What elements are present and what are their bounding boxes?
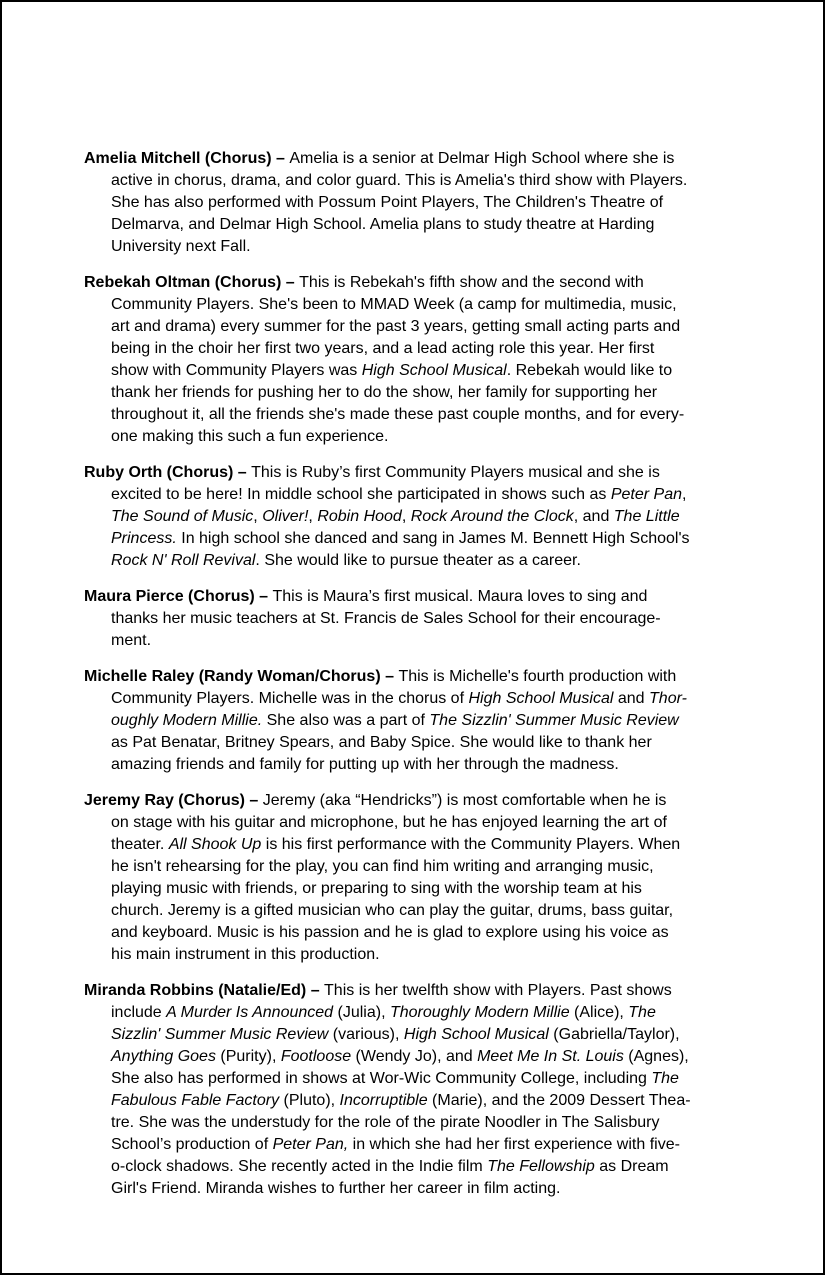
bio-text: throughout it, all the friends she's made these past couple months, and for every- bbox=[111, 406, 685, 423]
show-title: Peter Pan, bbox=[272, 1136, 349, 1153]
bio-line bbox=[84, 834, 767, 856]
bio-name-role: Miranda Robbins (Natalie/Ed) – bbox=[84, 982, 325, 999]
bio-text: he isn't rehearsing for the play, you can find him writing and arranging music, bbox=[111, 858, 654, 875]
bio-text: excited to be here! In middle school she participated in shows such as bbox=[111, 486, 611, 503]
show-title: Robin Hood bbox=[317, 508, 402, 525]
bio-text: (various), bbox=[328, 1026, 404, 1043]
bio-line bbox=[84, 812, 767, 834]
bio-paragraph bbox=[84, 272, 767, 448]
bio-text: thank her friends for pushing her to do the show, her family for supporting her bbox=[111, 384, 658, 401]
bio-line bbox=[84, 550, 767, 572]
bio-line bbox=[84, 856, 767, 878]
bio-text: (Agnes), bbox=[623, 1048, 689, 1065]
show-title: Footloose bbox=[280, 1048, 352, 1065]
show-title: The bbox=[651, 1070, 679, 1087]
bio-text: (Gabriella/Taylor), bbox=[548, 1026, 680, 1043]
bio-text: Jeremy (aka “Hendricks”) is most comfortable when he is bbox=[262, 792, 667, 809]
bio-text: , bbox=[682, 486, 687, 503]
bio-text: (Purity), bbox=[215, 1048, 281, 1065]
bio-text: (Julia), bbox=[333, 1004, 390, 1021]
bio-text: as Pat Benatar, Britney Spears, and Baby Spice. She would like to thank her bbox=[111, 734, 652, 751]
bio-text: Amelia is a senior at Delmar High School where she is bbox=[289, 150, 675, 167]
bio-line bbox=[84, 1002, 767, 1024]
bio-text: and keyboard. Music is his passion and he is glad to explore using his voice as bbox=[111, 924, 669, 941]
bio-text: , bbox=[253, 508, 263, 525]
show-title: Meet Me In St. Louis bbox=[477, 1048, 624, 1065]
bio-text: This is Ruby’s first Community Players musical and she is bbox=[251, 464, 660, 481]
show-title: The Sizzlin' Summer Music Review bbox=[429, 712, 679, 729]
bio-line bbox=[84, 922, 767, 944]
bio-text: This is Michelle's fourth production with bbox=[398, 668, 677, 685]
bio-line bbox=[84, 608, 767, 630]
bio-text: and bbox=[613, 690, 650, 707]
bio-text: ment. bbox=[111, 632, 152, 649]
show-title: High School Musical bbox=[403, 1026, 549, 1043]
bio-name-role: Amelia Mitchell (Chorus) – bbox=[84, 150, 290, 167]
bio-paragraph bbox=[84, 148, 767, 258]
bio-text: tre. She was the understudy for the role of the pirate Noodler in The Salisbury bbox=[111, 1114, 660, 1131]
bio-text: theater. bbox=[111, 836, 169, 853]
bio-text: active in chorus, drama, and color guard. This is Amelia's third show with Players. bbox=[111, 172, 688, 189]
bio-name-role: Maura Pierce (Chorus) – bbox=[84, 588, 273, 605]
bio-text: Community Players. She's been to MMAD Week (a camp for multimedia, music, bbox=[111, 296, 677, 313]
bio-line bbox=[84, 148, 767, 170]
bio-line bbox=[84, 1112, 767, 1134]
bio-paragraph bbox=[84, 980, 767, 1200]
bio-line bbox=[84, 688, 767, 710]
bio-line bbox=[84, 666, 767, 688]
bio-text: amazing friends and family for putting up with her through the madness. bbox=[111, 756, 619, 773]
bio-line bbox=[84, 1134, 767, 1156]
bio-text: art and drama) every summer for the past 3 years, getting small acting parts and bbox=[111, 318, 681, 335]
bio-text: (Marie), and the 2009 Dessert Thea- bbox=[427, 1092, 691, 1109]
bio-name-role: Jeremy Ray (Chorus) – bbox=[84, 792, 263, 809]
show-title: A Murder Is Announced bbox=[166, 1004, 334, 1021]
bio-line bbox=[84, 360, 767, 382]
bio-line bbox=[84, 462, 767, 484]
bio-line bbox=[84, 404, 767, 426]
show-title: Anything Goes bbox=[111, 1048, 216, 1065]
show-title: High School Musical bbox=[361, 362, 507, 379]
bio-text: University next Fall. bbox=[111, 238, 251, 255]
bio-list bbox=[2, 2, 823, 1200]
bio-line bbox=[84, 732, 767, 754]
bio-name-role: Rebekah Oltman (Chorus) – bbox=[84, 274, 300, 291]
bio-text: She also was a part of bbox=[262, 712, 430, 729]
show-title: oughly Modern Millie. bbox=[111, 712, 263, 729]
bio-line bbox=[84, 1090, 767, 1112]
show-title: High School Musical bbox=[468, 690, 614, 707]
bio-name-role: Ruby Orth (Chorus) – bbox=[84, 464, 252, 481]
bio-text: , bbox=[401, 508, 411, 525]
show-title: The Fellowship bbox=[487, 1158, 595, 1175]
bio-text: , bbox=[308, 508, 318, 525]
bio-text: in which she had her first experience with five- bbox=[348, 1136, 680, 1153]
bio-line bbox=[84, 1156, 767, 1178]
bio-text: Delmarva, and Delmar High School. Amelia plans to study theatre at Harding bbox=[111, 216, 655, 233]
show-title: The bbox=[628, 1004, 656, 1021]
bio-text: School’s production of bbox=[111, 1136, 273, 1153]
bio-line bbox=[84, 272, 767, 294]
show-title: Incorruptible bbox=[339, 1092, 428, 1109]
bio-text: thanks her music teachers at St. Francis de Sales School for their encourage- bbox=[111, 610, 661, 627]
bio-line bbox=[84, 900, 767, 922]
show-title: Princess. bbox=[111, 530, 177, 547]
bio-line bbox=[84, 316, 767, 338]
bio-line bbox=[84, 382, 767, 404]
bio-text: as Dream bbox=[594, 1158, 669, 1175]
bio-text: . She would like to pursue theater as a career. bbox=[255, 552, 581, 569]
show-title: Rock Around the Clock bbox=[410, 508, 574, 525]
bio-line bbox=[84, 1024, 767, 1046]
show-title: Thor- bbox=[649, 690, 687, 707]
show-title: The Little bbox=[613, 508, 680, 525]
bio-paragraph bbox=[84, 790, 767, 966]
bio-line bbox=[84, 1046, 767, 1068]
show-title: Peter Pan bbox=[610, 486, 682, 503]
bio-paragraph bbox=[84, 666, 767, 776]
bio-line bbox=[84, 484, 767, 506]
bio-text: on stage with his guitar and microphone, but he has enjoyed learning the art of bbox=[111, 814, 667, 831]
bio-text: In high school she danced and sang in James M. Bennett High School's bbox=[176, 530, 690, 547]
bio-line bbox=[84, 630, 767, 652]
bio-line bbox=[84, 878, 767, 900]
show-title: The Sound of Music bbox=[111, 508, 254, 525]
bio-text: (Wendy Jo), and bbox=[351, 1048, 478, 1065]
bio-text: his main instrument in this production. bbox=[111, 946, 380, 963]
bio-paragraph bbox=[84, 462, 767, 572]
bio-line bbox=[84, 980, 767, 1002]
bio-text: Community Players. Michelle was in the chorus of bbox=[111, 690, 469, 707]
bio-text: Girl's Friend. Miranda wishes to further her career in film acting. bbox=[111, 1180, 561, 1197]
bio-line bbox=[84, 214, 767, 236]
bio-paragraph bbox=[84, 586, 767, 652]
bio-line bbox=[84, 790, 767, 812]
bio-text: church. Jeremy is a gifted musician who can play the guitar, drums, bass guitar, bbox=[111, 902, 674, 919]
bio-line bbox=[84, 710, 767, 732]
bio-line bbox=[84, 192, 767, 214]
show-title: Sizzlin' Summer Music Review bbox=[111, 1026, 329, 1043]
bio-text: She also has performed in shows at Wor-Wic Community College, including bbox=[111, 1070, 652, 1087]
bio-text: o-clock shadows. She recently acted in the Indie film bbox=[111, 1158, 488, 1175]
bio-text: (Alice), bbox=[569, 1004, 629, 1021]
bio-text: She has also performed with Possum Point Players, The Children's Theatre of bbox=[111, 194, 664, 211]
bio-line bbox=[84, 528, 767, 550]
show-title: Rock N' Roll Revival bbox=[111, 552, 256, 569]
bio-line bbox=[84, 754, 767, 776]
bio-line bbox=[84, 338, 767, 360]
bio-line bbox=[84, 426, 767, 448]
bio-text: . Rebekah would like to bbox=[506, 362, 673, 379]
bio-text: one making this such a fun experience. bbox=[111, 428, 389, 445]
show-title: Thoroughly Modern Millie bbox=[389, 1004, 570, 1021]
bio-text: This is Rebekah's fifth show and the second with bbox=[299, 274, 644, 291]
bio-line bbox=[84, 236, 767, 258]
bio-text: This is her twelfth show with Players. Past shows bbox=[324, 982, 672, 999]
bio-text: (Pluto), bbox=[279, 1092, 340, 1109]
bio-text: include bbox=[111, 1004, 167, 1021]
bio-text: being in the choir her first two years, and a lead acting role this year. Her first bbox=[111, 340, 655, 357]
show-title: All Shook Up bbox=[168, 836, 262, 853]
bio-name-role: Michelle Raley (Randy Woman/Chorus) – bbox=[84, 668, 399, 685]
bio-text: This is Maura’s first musical. Maura loves to sing and bbox=[272, 588, 648, 605]
bio-text: is his first performance with the Community Players. When bbox=[261, 836, 681, 853]
bio-text: playing music with friends, or preparing to sing with the worship team at his bbox=[111, 880, 642, 897]
bio-line bbox=[84, 170, 767, 192]
show-title: Fabulous Fable Factory bbox=[111, 1092, 280, 1109]
bio-line bbox=[84, 506, 767, 528]
show-title: Oliver! bbox=[262, 508, 309, 525]
bio-line bbox=[84, 586, 767, 608]
bio-line bbox=[84, 1068, 767, 1090]
bio-text: , and bbox=[573, 508, 614, 525]
bio-text: show with Community Players was bbox=[111, 362, 362, 379]
bio-line bbox=[84, 944, 767, 966]
bio-line bbox=[84, 294, 767, 316]
bio-line bbox=[84, 1178, 767, 1200]
